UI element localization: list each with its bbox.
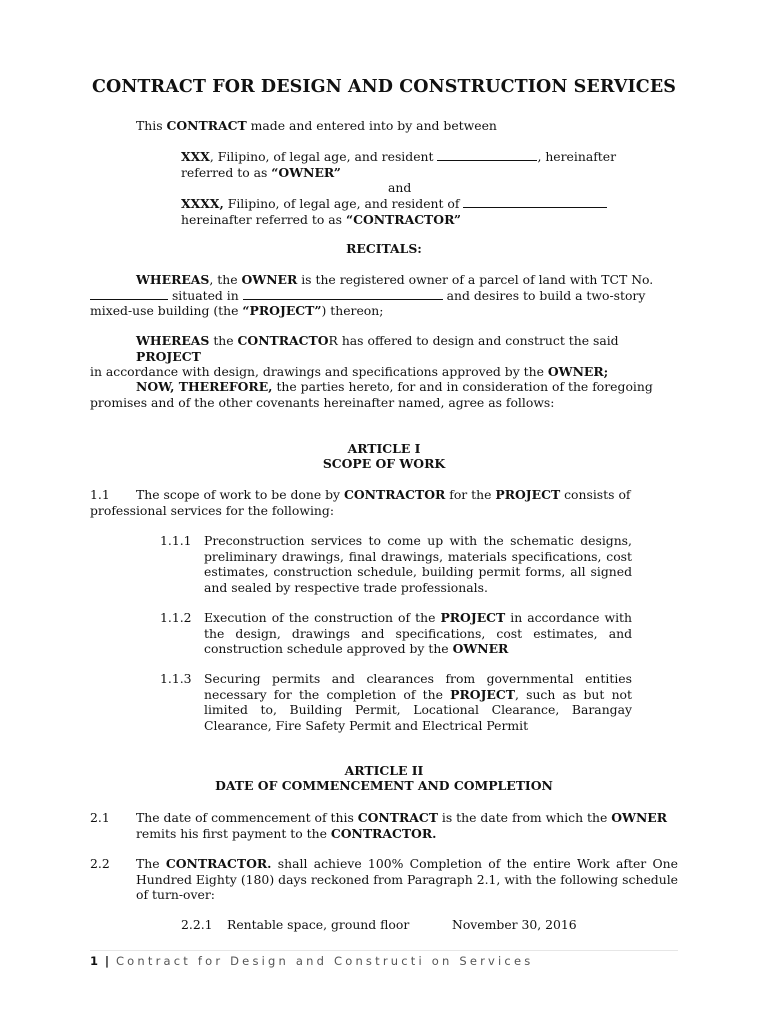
article-1-subheading: SCOPE OF WORK [322,456,446,471]
footer-text: Contract for Design and Constructi on Services [115,954,534,968]
owner-party-line1: XXX, Filipino, of legal age, and resident , hereinafter [181,149,617,164]
section-number: 2.1 [90,810,110,825]
blank-line [90,288,168,300]
blank-line [463,196,607,208]
schedule-item-label: Rentable space, ground floor [227,917,410,932]
article-1-heading: ARTICLE I [347,441,421,456]
recitals-heading: RECITALS: [346,241,422,256]
section-number: 1.1.2 [160,610,192,625]
page-number: 1 [90,954,99,968]
blank-line [437,149,537,161]
blank-line [243,288,443,300]
article-2-subheading: DATE OF COMMENCEMENT AND COMPLETION [215,778,553,793]
footer-divider [90,950,678,951]
whereas-paragraph-2: WHEREAS the CONTRACTOR has offered to design and construct the said PROJECT in accordance with design, drawings and specifications approved by the OWNER; [90,333,619,379]
section-number: 1.1.1 [160,533,192,548]
section-1-1-3-text: Securing permits and clearances from governmental entities necessary for the completion of the PROJECT, such as but not limited to, Building Permit, Locational Clearance, Barangay Clearance, Fire Safety Permit and Electrical Permit [204,671,632,733]
section-1-1-1-text: Preconstruction services to come up with the schematic designs, preliminary drawings, final drawings, materials specifications, cost estimates, construction schedule, building permit forms, all signed and sealed by respective trade professionals. [204,533,632,595]
owner-party-line2: referred to as “OWNER” [181,164,341,180]
contractor-party-block [181,196,621,227]
article-2-heading: ARTICLE II [344,763,424,778]
schedule-item-date: November 30, 2016 [452,917,577,932]
page-footer [90,954,533,970]
section-1-1: 1.1 The scope of work to be done by CONTRACTOR for the PROJECT consists of professional services for the following: [90,487,631,518]
owner-party-block [181,149,621,180]
section-2-1-text: The date of commencement of this CONTRACT is the date from which the OWNER remits his first payment to the CONTRACTOR. [136,810,668,841]
document-title: CONTRACT FOR DESIGN AND CONSTRUCTION SERVICES [91,77,677,97]
and-connector: and [388,180,412,195]
now-therefore-paragraph: NOW, THEREFORE, the parties hereto, for and in consideration of the foregoing promises and of the other covenants hereinafter named, agree as follows: [90,379,653,410]
contractor-party-line2: hereinafter referred to as “CONTRACTOR” [181,211,462,227]
whereas-paragraph-1: WHEREAS, the OWNER is the registered owner of a parcel of land with TCT No. situated in and desires to build a two-story mixed-use building (the “PROJECT”) thereon; [90,272,654,318]
section-number: 1.1.3 [160,671,192,686]
footer-separator: | [104,954,110,968]
section-1-1-2-text: Execution of the construction of the PROJECT in accordance with the design, drawings and specifications, cost estimates, and construction schedule approved by the OWNER [204,610,632,656]
section-number: 1.1 [90,487,110,502]
section-number: 2.2.1 [181,917,213,932]
contractor-party-line1: XXXX, Filipino, of legal age, and resident of [181,196,621,212]
section-number: 2.2 [90,856,110,871]
section-2-2-text: The CONTRACTOR. shall achieve 100% Completion of the entire Work after One Hundred Eighty (180) days reckoned from Paragraph 2.1, with the following schedule of turn-over: [136,856,678,902]
intro-line: This CONTRACT made and entered into by and between [136,118,497,133]
